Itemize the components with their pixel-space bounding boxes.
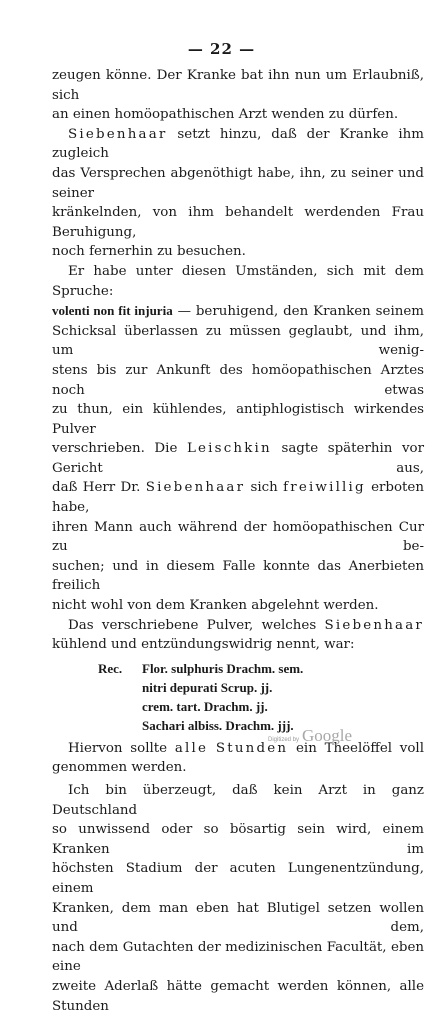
- text-run: ein Theelöffel voll: [288, 740, 424, 756]
- page-number: — 22 —: [187, 40, 256, 58]
- paragraph-line: höchsten Stadium der acuten Lungenentzündung, einem: [52, 861, 424, 896]
- text-run: sich: [245, 480, 284, 496]
- paragraph-line: ihren Mann auch während der homöopathischen Cur zu be-: [52, 519, 424, 555]
- text-run: erboten habe,: [52, 480, 424, 516]
- paragraph-line: [52, 478, 424, 517]
- recipe-rec-label: Rec.: [98, 660, 123, 676]
- text-run: verschrieben. Die: [52, 441, 187, 457]
- paragraph-line: suchen; und in diesem Falle konnte das Anerbieten freilich: [52, 558, 424, 594]
- paragraph-line: [52, 301, 424, 322]
- paragraph-line: [52, 739, 424, 759]
- recipe-row: [98, 659, 424, 678]
- text-run: sagte späterhin vor Gericht aus,: [52, 441, 424, 476]
- paragraph-line: Kranken, dem man eben hat Blutigel setzen wollen und dem,: [52, 900, 424, 936]
- text-run: Hiervon sollte: [68, 740, 175, 756]
- recipe-block: [52, 659, 424, 735]
- paragraph-line: an einen homöopathischen Arzt wenden zu dürfen.: [52, 107, 399, 123]
- page-body: [52, 66, 424, 1016]
- spaced-name: Siebenhaar: [68, 126, 168, 142]
- recipe-item: Flor. sulphuris Drachm. sem.: [142, 660, 304, 676]
- paragraph-line: so unwissend oder so bösartig sein wird, einem Kranken im: [52, 822, 424, 857]
- spaced-name: Siebenhaar: [324, 617, 424, 633]
- spaced-word: freiwillig: [283, 480, 366, 496]
- spaced-name: Leischkin: [186, 441, 272, 457]
- digitized-watermark: [268, 726, 352, 746]
- paragraph-line: [52, 125, 424, 164]
- paragraph-line: Ich bin überzeugt, daß kein Arzt in ganz Deutschland: [52, 783, 424, 818]
- spaced-name: Siebenhaar: [145, 480, 246, 496]
- text-run: — beruhigend, den Kranken seinem: [172, 304, 424, 320]
- paragraph-line: zeugen könne. Der Kranke bat ihn nun um Erlaubniß, sich: [52, 68, 424, 103]
- recipe-row: [98, 697, 424, 716]
- recipe-item: crem. tart. Drachm. jj.: [142, 698, 268, 714]
- paragraph-line: zweite Aderlaß hätte gemacht werden können, alle Stunden: [52, 978, 424, 1014]
- paragraph-line: noch fernerhin zu besuchen.: [52, 244, 246, 260]
- paragraph-line: kränkelnden, von ihm behandelt werdenden Frau Beruhigung,: [52, 205, 424, 240]
- spaced-word: alle: [174, 740, 209, 756]
- text-run: daß Herr Dr.: [52, 480, 146, 496]
- google-logo: Google: [302, 726, 353, 745]
- paragraph-line: zu thun, ein kühlendes, antiphlogistisch wirkendes Pulver: [52, 402, 424, 437]
- paragraph-line: [52, 439, 424, 478]
- latin-phrase: volenti non fit injuria: [52, 303, 173, 319]
- text-run: [208, 741, 216, 756]
- recipe-row: [98, 716, 424, 735]
- paragraph-line: Er habe unter diesen Umständen, sich mit dem Spruche:: [52, 263, 424, 299]
- recipe-row: [98, 678, 424, 697]
- paragraph-line: [52, 616, 424, 636]
- paragraph-line: Schicksal überlassen zu müssen geglaubt, und ihm, um wenig-: [52, 323, 424, 359]
- paragraph-line: stens bis zur Ankunft des homöopathischen Arztes noch etwas: [52, 362, 424, 398]
- recipe-item: Sachari albiss. Drachm. jjj.: [142, 717, 294, 733]
- spaced-word: Stunden: [215, 740, 289, 756]
- paragraph-line: nach dem Gutachten der medizinischen Facultät, eben eine: [52, 939, 424, 975]
- watermark-caption: Digitized by: [268, 737, 300, 743]
- text-run: setzt hinzu, daß der Kranke ihm zugleich: [52, 126, 424, 162]
- paragraph-line: das Versprechen abgenöthigt habe, ihn, zu seiner und seiner: [52, 165, 424, 201]
- paragraph-line: genommen werden.: [52, 760, 187, 776]
- recipe-item: nitri depurati Scrup. jj.: [142, 679, 273, 695]
- paragraph-line: nicht wohl von dem Kranken abgelehnt werden.: [52, 598, 379, 614]
- paragraph-line: kühlend und entzündungswidrig nennt, war:: [52, 637, 355, 653]
- text-run: Das verschriebene Pulver, welches: [68, 617, 325, 633]
